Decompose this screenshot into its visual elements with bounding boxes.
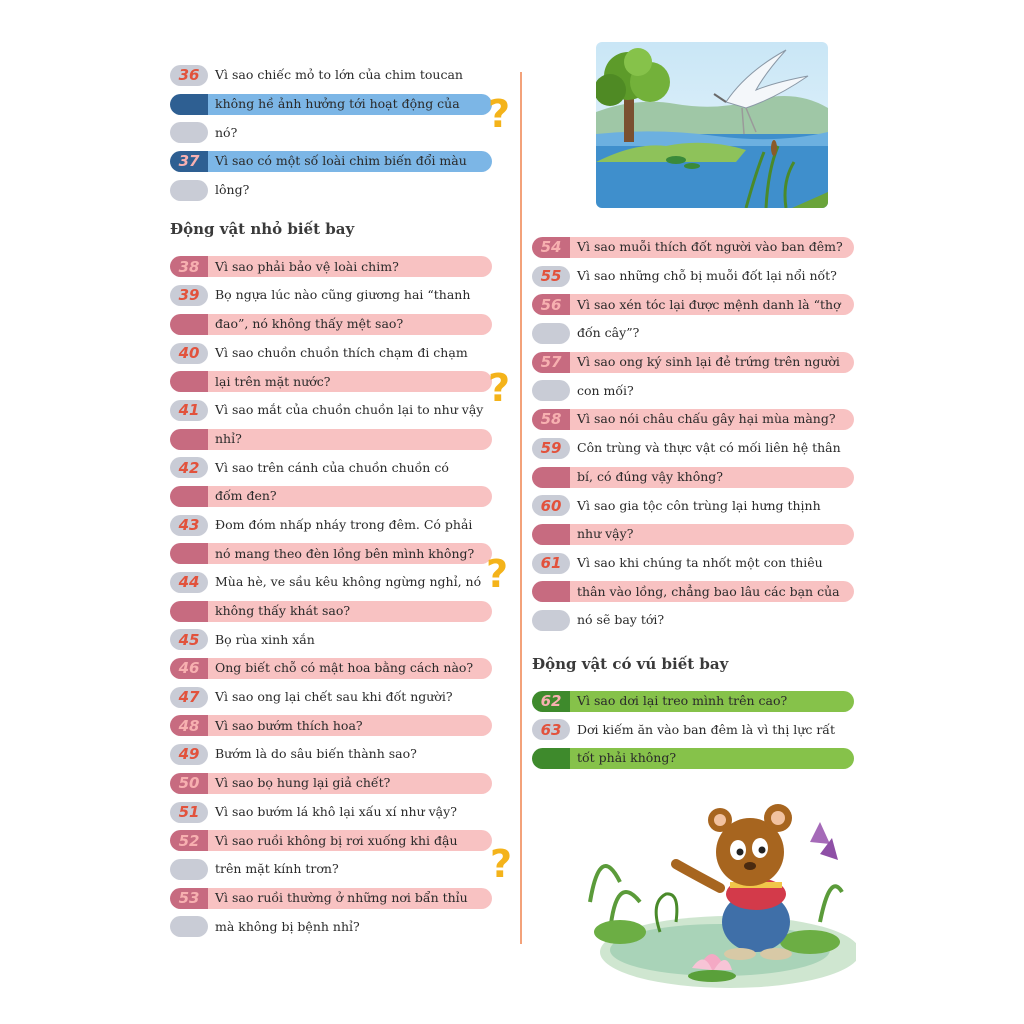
question-line bbox=[170, 60, 500, 89]
question-number: 57 bbox=[540, 353, 562, 372]
question-line bbox=[170, 538, 500, 567]
question-text: Dơi kiếm ăn vào ban đêm là vì thị lực rất bbox=[577, 721, 835, 737]
question-text: đao”, nó không thấy mệt sao? bbox=[215, 316, 404, 332]
question-number: 36 bbox=[178, 66, 200, 85]
highlight-bar bbox=[532, 610, 570, 631]
insect-question-list bbox=[170, 251, 500, 940]
column-divider bbox=[520, 72, 522, 944]
question-line bbox=[170, 710, 500, 739]
question-text: nhỉ? bbox=[215, 430, 242, 446]
question-text: Vì sao bướm lá khô lại xấu xí như vậy? bbox=[215, 803, 457, 819]
question-line bbox=[170, 175, 500, 204]
question-line bbox=[532, 433, 862, 462]
question-text: Vì sao có một số loài chim biến đổi màu bbox=[215, 153, 467, 169]
question-line bbox=[170, 624, 500, 653]
question-text: Vì sao gia tộc côn trùng lại hưng thịnh bbox=[577, 497, 821, 513]
question-number: 54 bbox=[540, 238, 562, 257]
question-line bbox=[170, 567, 500, 596]
highlight-bar bbox=[532, 380, 570, 401]
question-text: mà không bị bệnh nhỉ? bbox=[215, 918, 360, 934]
question-line bbox=[170, 117, 500, 146]
question-text: Mùa hè, ve sầu kêu không ngừng nghỉ, nó bbox=[215, 574, 482, 590]
question-line bbox=[170, 280, 500, 309]
question-line bbox=[170, 146, 500, 175]
question-number: 38 bbox=[178, 257, 200, 276]
question-text: Vì sao khi chúng ta nhốt một con thiêu bbox=[577, 554, 823, 570]
question-text: Vì sao chiếc mỏ to lớn của chim toucan bbox=[215, 67, 463, 83]
question-text: Vì sao xén tóc lại được mệnh danh là “thợ bbox=[577, 296, 841, 312]
question-number: 51 bbox=[178, 802, 200, 821]
question-number: 58 bbox=[540, 410, 562, 429]
right-column bbox=[532, 232, 862, 772]
question-text: không hề ảnh hưởng tới hoạt động của bbox=[215, 96, 460, 112]
question-number: 37 bbox=[178, 152, 200, 171]
mouse-by-pond-illustration bbox=[580, 782, 856, 992]
question-text: Đom đóm nhấp nháy trong đêm. Có phải bbox=[215, 516, 473, 532]
question-text: Vì sao chuồn chuồn thích chạm đi chạm bbox=[215, 344, 468, 360]
question-line bbox=[532, 318, 862, 347]
question-text: nó sẽ bay tới? bbox=[577, 612, 665, 628]
question-line bbox=[170, 596, 500, 625]
question-text: thân vào lồng, chẳng bao lâu các bạn của bbox=[577, 583, 840, 599]
question-line bbox=[170, 768, 500, 797]
question-mark-icon: ? bbox=[488, 366, 511, 410]
question-text: Vì sao ruồi thường ở những nơi bẩn thỉu bbox=[215, 889, 468, 905]
question-number: 62 bbox=[540, 691, 562, 710]
question-number: 61 bbox=[540, 553, 562, 572]
mammal-question-list bbox=[532, 686, 862, 772]
insect-question-list-continued bbox=[532, 232, 862, 634]
question-text: Vì sao những chỗ bị muỗi đốt lại nổi nốt? bbox=[577, 268, 837, 284]
question-line bbox=[170, 481, 500, 510]
question-mark-icon: ? bbox=[490, 842, 513, 886]
question-text: Bọ ngựa lúc nào cũng giương hai “thanh bbox=[215, 287, 471, 303]
question-text: đốn cây”? bbox=[577, 325, 640, 341]
question-line bbox=[532, 490, 862, 519]
question-text: Vì sao dơi lại treo mình trên cao? bbox=[577, 692, 788, 708]
heron-pond-illustration bbox=[596, 42, 828, 208]
question-text: Vì sao ruồi không bị rơi xuống khi đậu bbox=[215, 832, 458, 848]
question-line bbox=[170, 338, 500, 367]
question-line bbox=[170, 883, 500, 912]
question-line bbox=[532, 347, 862, 376]
question-text: lông? bbox=[215, 182, 250, 198]
question-line bbox=[532, 743, 862, 772]
question-line bbox=[532, 576, 862, 605]
question-text: Vì sao bọ hung lại giả chết? bbox=[215, 775, 391, 791]
highlight-bar bbox=[170, 180, 208, 201]
question-text: Vì sao nói châu chấu gây hại mùa màng? bbox=[577, 411, 836, 427]
question-text: nó mang theo đèn lồng bên mình không? bbox=[215, 545, 475, 561]
question-number: 44 bbox=[178, 573, 200, 592]
question-text: trên mặt kính trơn? bbox=[215, 861, 339, 877]
question-text: tốt phải không? bbox=[577, 750, 677, 766]
question-text: Vì sao trên cánh của chuồn chuồn có bbox=[215, 459, 449, 475]
question-number: 50 bbox=[178, 774, 200, 793]
highlight-bar bbox=[170, 859, 208, 880]
question-text: nó? bbox=[215, 124, 238, 140]
question-number: 40 bbox=[178, 343, 200, 362]
question-text: con mối? bbox=[577, 382, 634, 398]
question-text: bí, có đúng vậy không? bbox=[577, 468, 723, 484]
question-mark-icon: ? bbox=[486, 552, 509, 596]
left-column bbox=[170, 60, 500, 940]
question-line bbox=[532, 548, 862, 577]
question-text: Vì sao ong ký sinh lại đẻ trứng trên người bbox=[577, 354, 840, 370]
question-line bbox=[170, 510, 500, 539]
question-mark-icon: ? bbox=[488, 92, 511, 136]
intro-question-list bbox=[170, 60, 500, 203]
question-text: Côn trùng và thực vật có mối liên hệ thân bbox=[577, 440, 841, 456]
question-number: 41 bbox=[178, 401, 200, 420]
question-line bbox=[170, 739, 500, 768]
question-line bbox=[532, 462, 862, 491]
question-line bbox=[170, 854, 500, 883]
question-line bbox=[170, 395, 500, 424]
question-line bbox=[170, 653, 500, 682]
section-heading-flying-mammals: Động vật có vú biết bay bbox=[532, 654, 729, 673]
question-number: 42 bbox=[178, 458, 200, 477]
question-number: 56 bbox=[540, 295, 562, 314]
highlight-bar bbox=[532, 323, 570, 344]
question-line bbox=[532, 605, 862, 634]
question-text: đốm đen? bbox=[215, 488, 277, 504]
question-line bbox=[532, 519, 862, 548]
question-line bbox=[170, 251, 500, 280]
question-line bbox=[532, 714, 862, 743]
highlight-bar bbox=[170, 122, 208, 143]
question-text: Vì sao bướm thích hoa? bbox=[215, 717, 363, 733]
question-line bbox=[532, 232, 862, 261]
question-line bbox=[532, 686, 862, 715]
question-line bbox=[170, 424, 500, 453]
question-number: 63 bbox=[540, 720, 562, 739]
question-text: Vì sao ong lại chết sau khi đốt người? bbox=[215, 689, 453, 705]
question-number: 55 bbox=[540, 267, 562, 286]
question-line bbox=[170, 682, 500, 711]
question-line bbox=[170, 911, 500, 940]
question-number: 47 bbox=[178, 688, 200, 707]
question-text: Vì sao muỗi thích đốt người vào ban đêm? bbox=[577, 239, 843, 255]
question-number: 48 bbox=[178, 716, 200, 735]
question-line bbox=[532, 289, 862, 318]
question-number: 46 bbox=[178, 659, 200, 678]
question-number: 60 bbox=[540, 496, 562, 515]
section-heading-small-flying-animals: Động vật nhỏ biết bay bbox=[170, 220, 355, 239]
question-line bbox=[170, 366, 500, 395]
question-line bbox=[170, 452, 500, 481]
question-line bbox=[170, 825, 500, 854]
question-number: 53 bbox=[178, 888, 200, 907]
question-text: Vì sao mắt của chuồn chuồn lại to như vậy bbox=[215, 402, 484, 418]
question-text: không thấy khát sao? bbox=[215, 603, 351, 619]
question-number: 45 bbox=[178, 630, 200, 649]
question-line bbox=[170, 309, 500, 338]
highlight-bar bbox=[170, 916, 208, 937]
question-text: Bướm là do sâu biến thành sao? bbox=[215, 746, 417, 762]
question-text: Bọ rùa xinh xắn bbox=[215, 631, 315, 647]
question-number: 43 bbox=[178, 515, 200, 534]
question-text: Vì sao phải bảo vệ loài chim? bbox=[215, 258, 399, 274]
question-line bbox=[532, 404, 862, 433]
question-text: Ong biết chỗ có mật hoa bằng cách nào? bbox=[215, 660, 474, 676]
question-line bbox=[532, 261, 862, 290]
question-number: 52 bbox=[178, 831, 200, 850]
question-number: 39 bbox=[178, 286, 200, 305]
question-text: như vậy? bbox=[577, 526, 634, 542]
question-line bbox=[532, 375, 862, 404]
question-text: lại trên mặt nước? bbox=[215, 373, 331, 389]
question-line bbox=[170, 89, 500, 118]
question-number: 49 bbox=[178, 745, 200, 764]
question-number: 59 bbox=[540, 439, 562, 458]
question-line bbox=[170, 797, 500, 826]
